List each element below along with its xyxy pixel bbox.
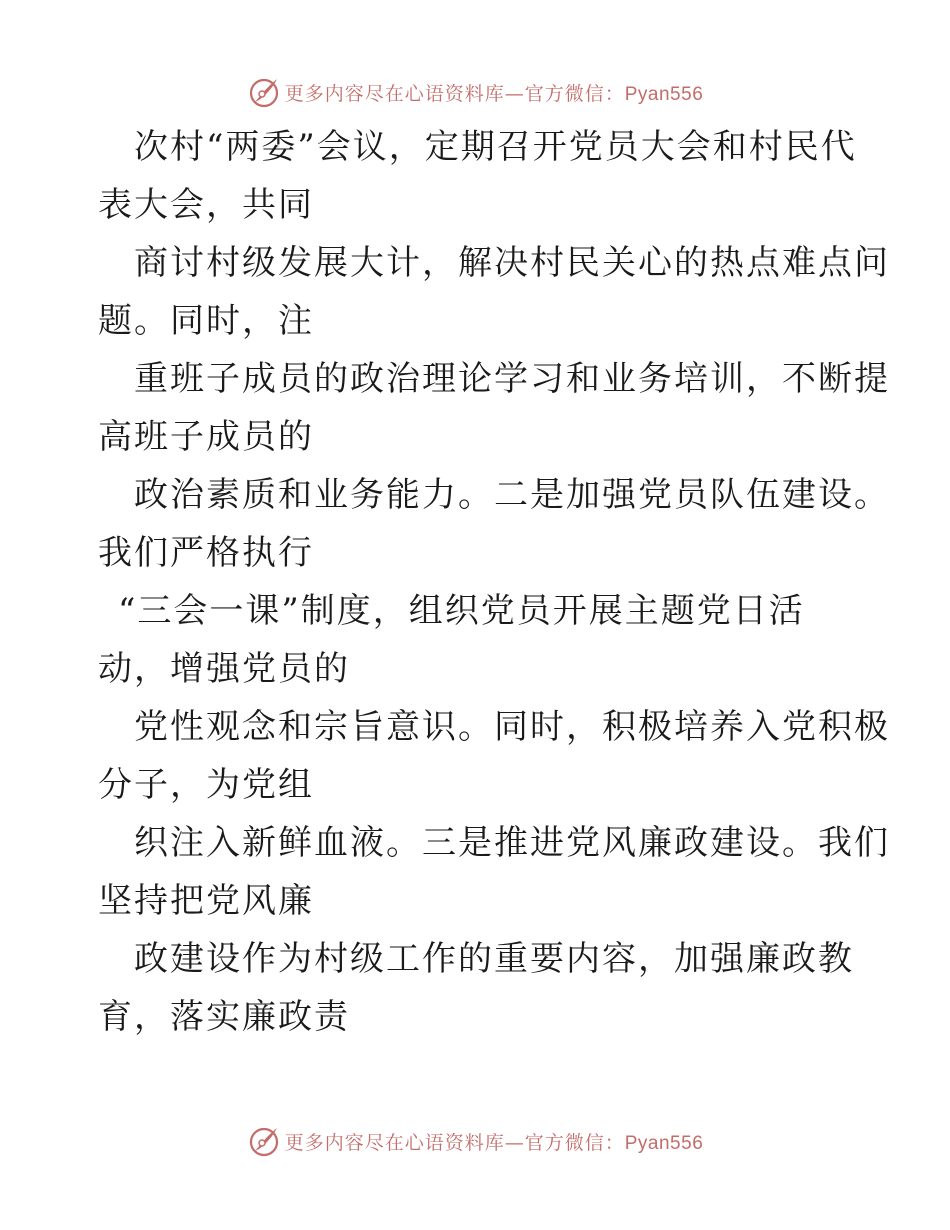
text-line: 政建设作为村级工作的重要内容，加强廉政教: [134, 939, 854, 979]
text-line: “三会一课”制度，组织党员开展主题党日活: [118, 591, 805, 631]
text-line: 次村“两委”会议，定期召开党员大会和村民代: [134, 127, 857, 167]
text-line: 我们严格执行: [98, 533, 314, 573]
text-line: 育，落实廉政责: [98, 997, 350, 1037]
text-line: 党性观念和宗旨意识。同时，积极培养入党积极: [134, 707, 890, 747]
header-watermark: [0, 72, 950, 112]
text-line: 动，增强党员的: [98, 649, 350, 689]
text-line: 商讨村级发展大计，解决村民关心的热点难点问: [134, 243, 890, 283]
text-line: 表大会，共同: [98, 185, 314, 225]
text-line: 政治素质和业务能力。二是加强党员队伍建设。: [134, 475, 890, 515]
watermark-text: 更多内容尽在心语资料库—官方微信：Pyan556: [284, 1131, 704, 1154]
watermark-text: 更多内容尽在心语资料库—官方微信：Pyan556: [284, 82, 704, 105]
text-line: 题。同时，注: [98, 301, 314, 341]
watermark-wechat-id: Pyan556: [624, 1132, 704, 1154]
text-line: 分子，为党组: [98, 765, 314, 805]
footer-watermark: [0, 1121, 950, 1161]
quill-circle-icon: [247, 1124, 281, 1158]
quill-circle-icon: [247, 75, 281, 109]
watermark-wechat-id: Pyan556: [624, 83, 704, 105]
text-line: 织注入新鲜血液。三是推进党风廉政建设。我们: [134, 823, 890, 863]
text-line: 高班子成员的: [98, 417, 314, 457]
text-line: 坚持把党风廉: [98, 881, 314, 921]
text-line: 重班子成员的政治理论学习和业务培训，不断提: [134, 359, 890, 399]
